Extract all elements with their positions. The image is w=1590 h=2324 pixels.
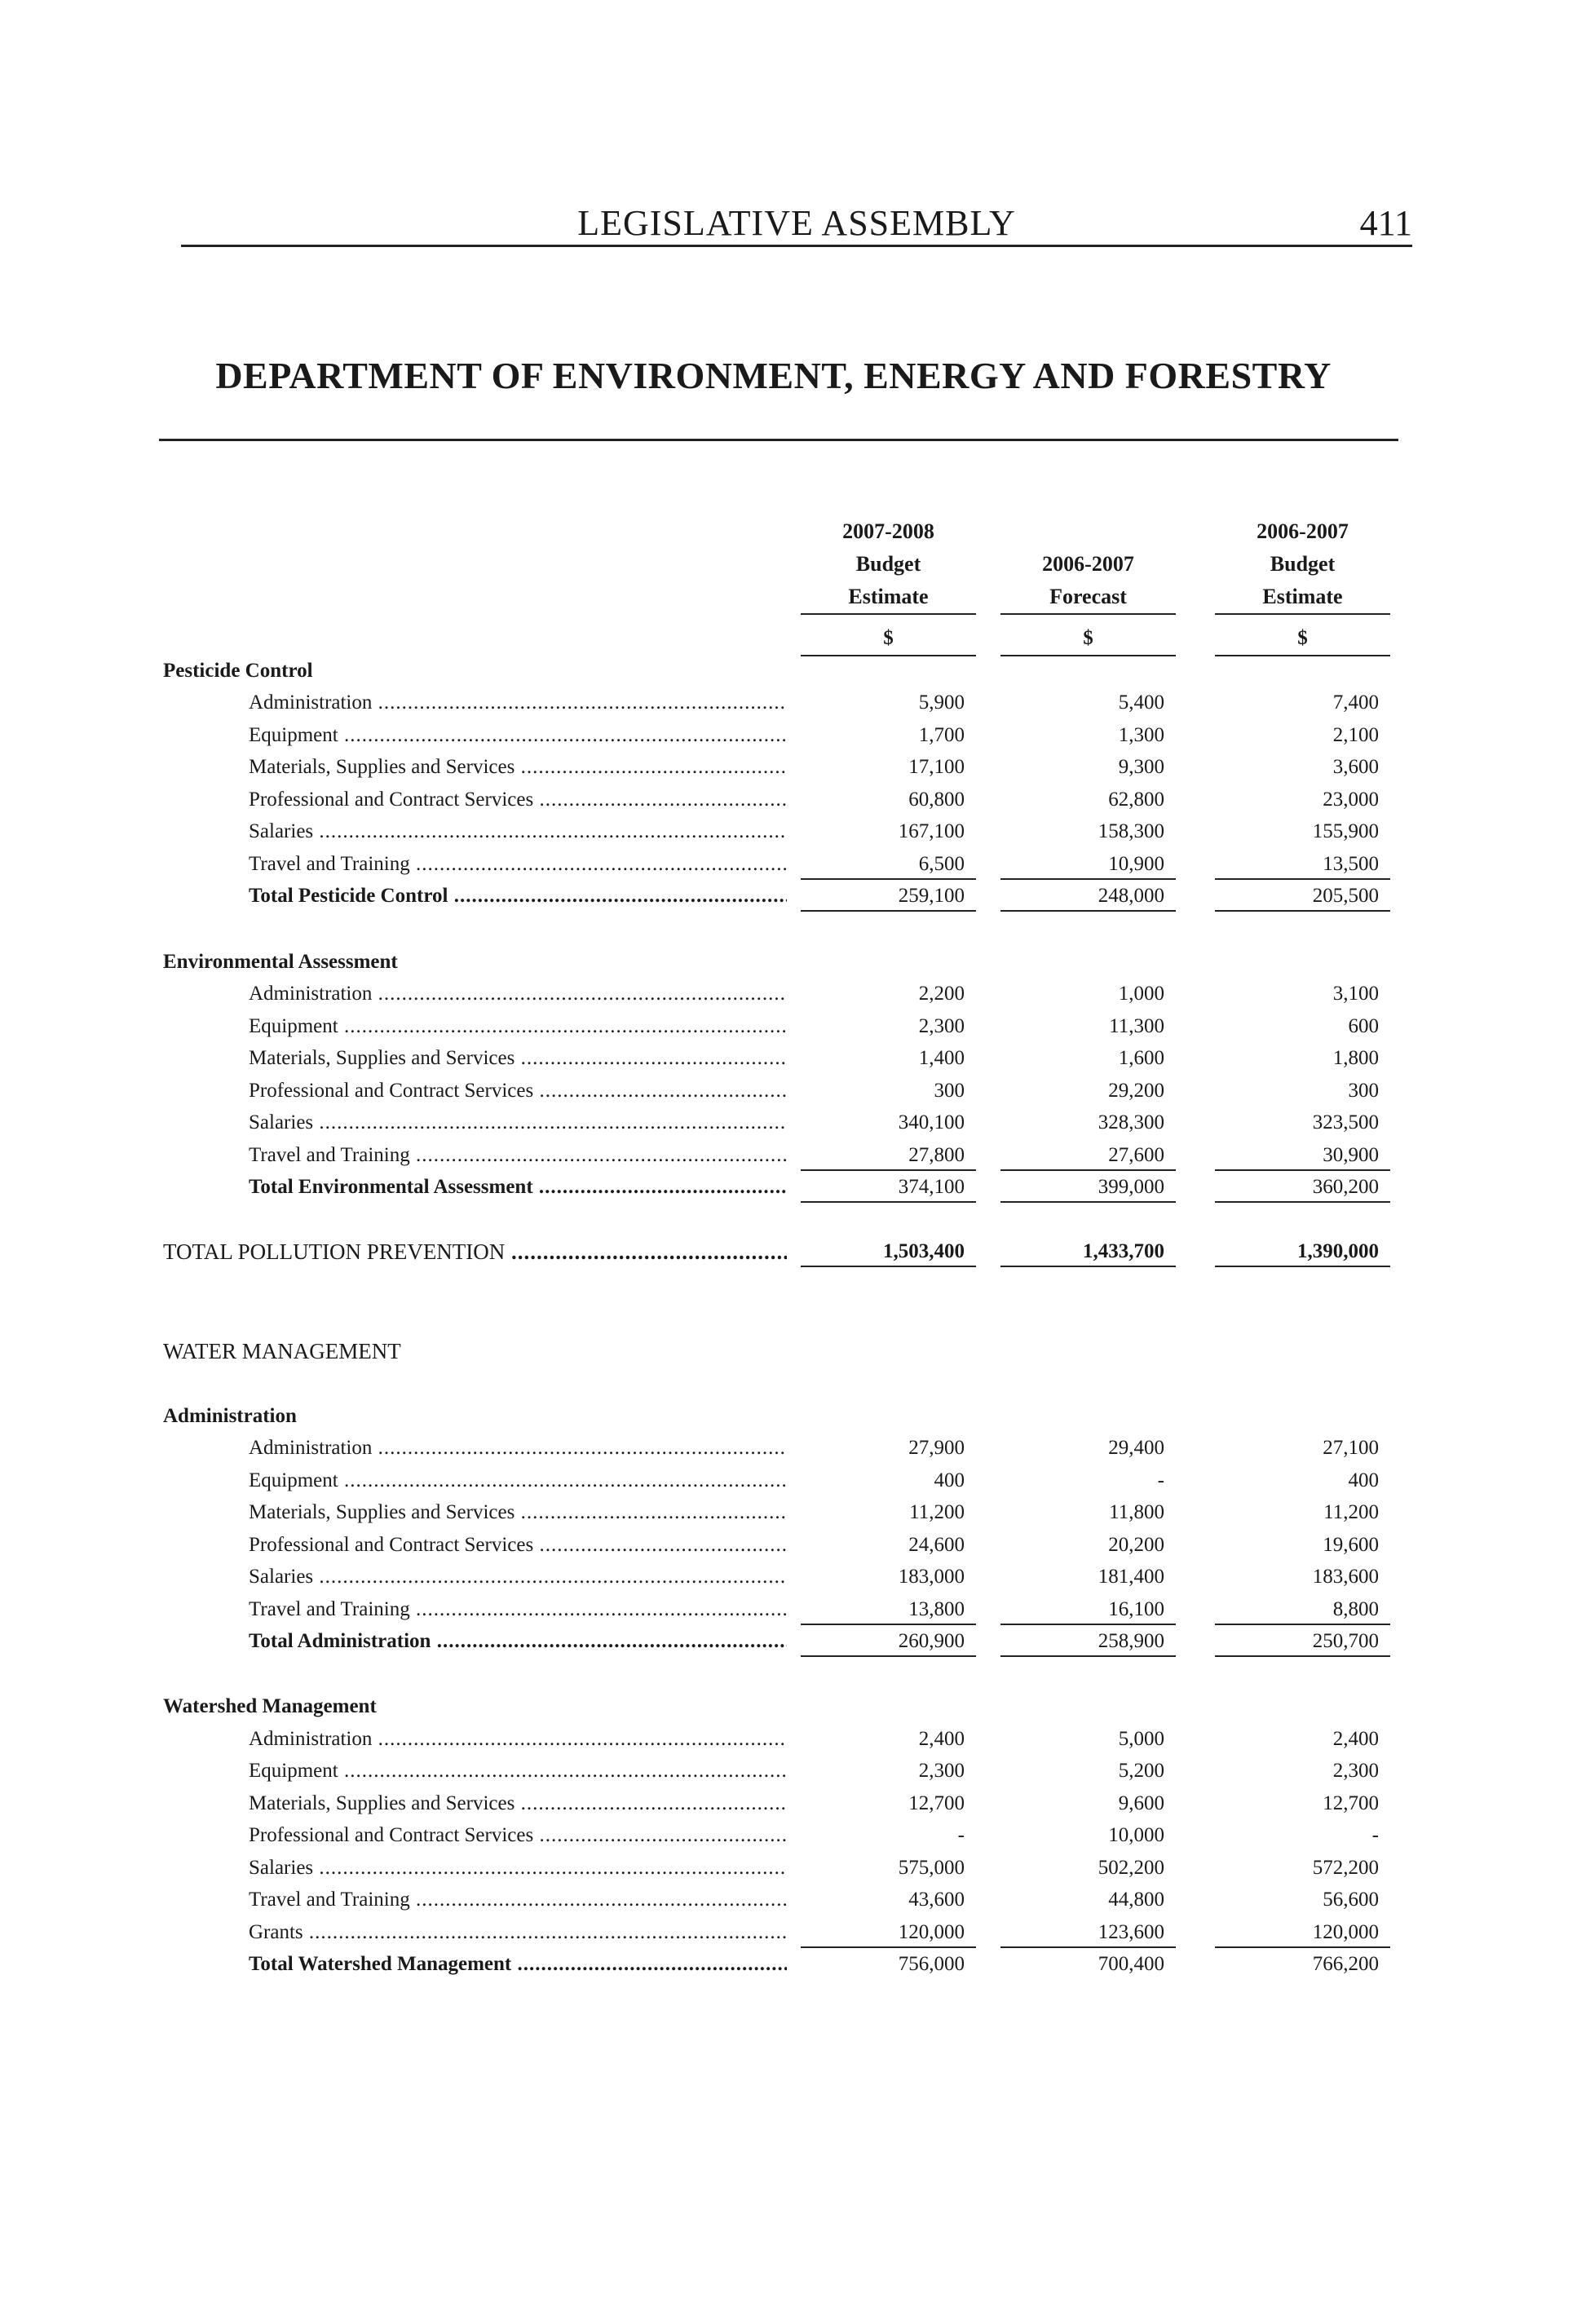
column-header-line1: 2007-2008 [842, 519, 934, 543]
value-budget-2007: 27,900 [908, 1437, 965, 1459]
value-budget-2006: 300 [1348, 1080, 1379, 1102]
value-forecast-2006: 16,100 [1000, 1596, 1176, 1625]
value-budget-2007: 167,100 [898, 820, 965, 842]
value-budget-2007: 575,000 [898, 1857, 965, 1879]
line-item-label: Travel and Training ..... [249, 851, 787, 878]
value-budget-2006: 572,200 [1312, 1857, 1379, 1879]
line-item-label: Materials, Supplies and Services ..... [249, 1790, 787, 1818]
value-budget-2007: 400 [934, 1469, 965, 1491]
value-budget-2006: 13,500 [1215, 851, 1390, 880]
value-budget-2007: 120,000 [801, 1919, 976, 1948]
value-budget-2006: 400 [1348, 1469, 1379, 1491]
line-item-label: Administration ..... [249, 689, 787, 717]
line-item-label: Salaries ..... [249, 1563, 787, 1591]
value-forecast-2006: 181,400 [1098, 1566, 1164, 1588]
subtotal-budget-2006: 205,500 [1215, 882, 1390, 912]
subtotal-budget-2006: 250,700 [1215, 1628, 1390, 1657]
value-budget-2006: 23,000 [1323, 789, 1379, 811]
grand-total-budget-2006: 1,390,000 [1215, 1238, 1390, 1267]
value-budget-2006: 30,900 [1215, 1142, 1390, 1171]
value-budget-2007: 60,800 [908, 789, 965, 811]
line-item-label: Salaries ..... [249, 818, 787, 846]
column-header-line3: Forecast [1000, 581, 1176, 615]
value-forecast-2006: 44,800 [1108, 1889, 1164, 1911]
currency-underline [1000, 655, 1176, 656]
currency-symbol [1000, 625, 1176, 652]
value-budget-2007: 340,100 [898, 1111, 965, 1133]
section-title-environmental-assessment: Environmental Assessment [163, 951, 398, 973]
column-header-budget-estimate-2007 [801, 515, 976, 615]
column-header-line3: Estimate [801, 581, 976, 615]
column-header-budget-estimate-2006 [1215, 515, 1390, 615]
value-forecast-2006: 5,200 [1118, 1760, 1164, 1782]
value-forecast-2006: 62,800 [1108, 789, 1164, 811]
value-budget-2006: 8,800 [1215, 1596, 1390, 1625]
subtotal-label: Total Pesticide Control ..... [249, 882, 787, 910]
value-forecast-2006: 9,600 [1118, 1792, 1164, 1814]
subtotal-forecast-2006: 248,000 [1000, 882, 1176, 912]
line-item-label: Administration ..... [249, 980, 787, 1008]
subtotal-budget-2007: 756,000 [898, 1953, 965, 1975]
currency-symbol [1215, 625, 1390, 652]
value-budget-2007: 5,900 [918, 691, 965, 714]
value-budget-2006: 2,300 [1332, 1760, 1379, 1782]
line-item-label: Travel and Training ..... [249, 1596, 787, 1624]
value-budget-2007: 17,100 [908, 756, 965, 778]
value-budget-2007: - [957, 1824, 965, 1846]
section-title-watershed-management: Watershed Management [163, 1695, 377, 1717]
value-budget-2006: 155,900 [1312, 820, 1379, 842]
value-budget-2006: 323,500 [1312, 1111, 1379, 1133]
grand-total-label: TOTAL POLLUTION PREVENTION ..... [163, 1238, 787, 1266]
value-budget-2007: 183,000 [898, 1566, 965, 1588]
value-budget-2006: 3,600 [1332, 756, 1379, 778]
value-forecast-2006: 27,600 [1000, 1142, 1176, 1171]
value-budget-2006: 27,100 [1323, 1437, 1379, 1459]
section-title-pesticide-control: Pesticide Control [163, 660, 313, 682]
title-divider [159, 439, 1398, 441]
subtotal-forecast-2006: 399,000 [1000, 1173, 1176, 1203]
value-budget-2006: 120,000 [1215, 1919, 1390, 1948]
value-budget-2007: 6,500 [801, 851, 976, 880]
value-budget-2006: 1,800 [1332, 1047, 1379, 1069]
line-item-label: Equipment ..... [249, 1013, 787, 1040]
currency-symbol-text: $ [883, 627, 894, 649]
subtotal-budget-2007: 374,100 [801, 1173, 976, 1203]
value-budget-2006: 2,400 [1332, 1728, 1379, 1750]
line-item-label: Equipment ..... [249, 1467, 787, 1495]
value-forecast-2006: 11,800 [1109, 1501, 1164, 1523]
subtotal-forecast-2006: 700,400 [1098, 1953, 1164, 1975]
value-budget-2007: 12,700 [908, 1792, 965, 1814]
value-budget-2006: 11,200 [1323, 1501, 1379, 1523]
column-header-line2: Budget [1270, 552, 1336, 576]
value-forecast-2006: 20,200 [1108, 1534, 1164, 1556]
line-item-label: Materials, Supplies and Services ..... [249, 753, 787, 781]
line-item-label: Salaries ..... [249, 1109, 787, 1137]
line-item-label: Professional and Contract Services ..... [249, 1531, 787, 1559]
value-budget-2006: 56,600 [1323, 1889, 1379, 1911]
column-header-line3: Estimate [1215, 581, 1390, 615]
value-forecast-2006: 1,300 [1118, 724, 1164, 746]
line-item-label: Professional and Contract Services ..... [249, 786, 787, 814]
department-title: DEPARTMENT OF ENVIRONMENT, ENERGY AND FORESTRY [215, 355, 1332, 396]
grand-total-forecast-2006: 1,433,700 [1000, 1238, 1176, 1267]
value-budget-2007: 300 [934, 1080, 965, 1102]
value-budget-2007: 24,600 [908, 1534, 965, 1556]
line-item-label: Equipment ..... [249, 1757, 787, 1785]
value-budget-2007: 13,800 [801, 1596, 976, 1625]
line-item-label: Equipment ..... [249, 722, 787, 749]
value-budget-2007: 11,200 [909, 1501, 965, 1523]
value-forecast-2006: 11,300 [1109, 1015, 1164, 1037]
line-item-label: Administration ..... [249, 1434, 787, 1462]
value-budget-2007: 2,300 [918, 1015, 965, 1037]
line-item-label: Grants ..... [249, 1919, 787, 1946]
value-budget-2007: 27,800 [801, 1142, 976, 1171]
value-forecast-2006: 123,600 [1000, 1919, 1176, 1948]
column-header-forecast-2006 [1000, 548, 1176, 615]
value-budget-2007: 1,400 [918, 1047, 965, 1069]
value-budget-2006: 12,700 [1323, 1792, 1379, 1814]
value-budget-2006: - [1371, 1824, 1379, 1846]
water-management-heading: WATER MANAGEMENT [163, 1339, 401, 1363]
value-forecast-2006: 5,400 [1118, 691, 1164, 714]
value-budget-2006: 3,100 [1332, 983, 1379, 1005]
value-budget-2007: 2,200 [918, 983, 965, 1005]
subtotal-forecast-2006: 258,900 [1000, 1628, 1176, 1657]
value-budget-2007: 1,700 [918, 724, 965, 746]
value-forecast-2006: 10,900 [1000, 851, 1176, 880]
subtotal-budget-2006: 766,200 [1312, 1953, 1379, 1975]
value-budget-2006: 7,400 [1332, 691, 1379, 714]
subtotal-label: Total Environmental Assessment ..... [249, 1173, 787, 1201]
value-budget-2006: 19,600 [1323, 1534, 1379, 1556]
value-forecast-2006: - [1157, 1469, 1164, 1491]
line-item-label: Salaries ..... [249, 1854, 787, 1882]
value-forecast-2006: 5,000 [1118, 1728, 1164, 1750]
subtotal-budget-2006: 360,200 [1215, 1173, 1390, 1203]
value-forecast-2006: 1,000 [1118, 983, 1164, 1005]
value-budget-2007: 2,300 [918, 1760, 965, 1782]
line-item-label: Administration ..... [249, 1725, 787, 1753]
value-forecast-2006: 1,600 [1118, 1047, 1164, 1069]
line-item-label: Materials, Supplies and Services ..... [249, 1499, 787, 1527]
assembly-title: LEGISLATIVE ASSEMBLY [577, 203, 1016, 243]
subtotal-budget-2007: 259,100 [801, 882, 976, 912]
currency-underline [801, 655, 976, 656]
line-item-label: Travel and Training ..... [249, 1886, 787, 1914]
value-budget-2006: 2,100 [1332, 724, 1379, 746]
currency-symbol-text: $ [1297, 627, 1308, 649]
page-header [181, 199, 1412, 247]
value-forecast-2006: 9,300 [1118, 756, 1164, 778]
column-header-line2: Budget [855, 552, 921, 576]
grand-total-budget-2007: 1,503,400 [801, 1238, 976, 1267]
value-budget-2007: 43,600 [908, 1889, 965, 1911]
value-forecast-2006: 29,400 [1108, 1437, 1164, 1459]
value-forecast-2006: 502,200 [1098, 1857, 1164, 1879]
currency-underline [1215, 655, 1390, 656]
currency-symbol [801, 625, 976, 652]
value-budget-2006: 183,600 [1312, 1566, 1379, 1588]
column-header-line2: 2006-2007 [1042, 552, 1134, 576]
line-item-label: Professional and Contract Services ..... [249, 1822, 787, 1849]
value-forecast-2006: 29,200 [1108, 1080, 1164, 1102]
subtotal-budget-2007: 260,900 [801, 1628, 976, 1657]
currency-symbol-text: $ [1083, 627, 1093, 649]
value-forecast-2006: 158,300 [1098, 820, 1164, 842]
value-budget-2006: 600 [1348, 1015, 1379, 1037]
line-item-label: Professional and Contract Services ..... [249, 1077, 787, 1105]
subtotal-label: Total Watershed Management ..... [249, 1951, 787, 1978]
line-item-label: Travel and Training ..... [249, 1142, 787, 1169]
column-header-line1: 2006-2007 [1257, 519, 1349, 543]
subtotal-label: Total Administration ..... [249, 1628, 787, 1655]
section-title-administration: Administration [163, 1405, 297, 1427]
line-item-label: Materials, Supplies and Services ..... [249, 1045, 787, 1072]
value-forecast-2006: 10,000 [1108, 1824, 1164, 1846]
value-forecast-2006: 328,300 [1098, 1111, 1164, 1133]
page-number: 411 [1359, 203, 1412, 243]
value-budget-2007: 2,400 [918, 1728, 965, 1750]
